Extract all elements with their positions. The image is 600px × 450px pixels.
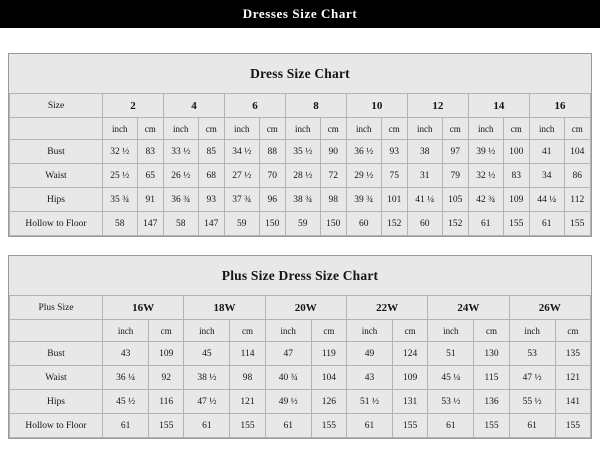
size-column-header: 22W [346, 296, 427, 320]
standard-chart-title: Dress Size Chart [250, 66, 350, 81]
unit-header-cell: inch [265, 320, 311, 342]
measurement-label: Hips [10, 390, 103, 414]
measurement-value: 29 ½ [346, 164, 381, 188]
unit-header-cell: cm [442, 118, 468, 140]
measurement-label: Hollow to Floor [10, 212, 103, 236]
table-row [10, 342, 591, 366]
measurement-value: 32 ½ [468, 164, 503, 188]
measurement-value: 47 ½ [509, 366, 555, 390]
measurement-value: 155 [149, 414, 184, 438]
unit-header-cell: cm [393, 320, 428, 342]
measurement-value: 36 ¾ [163, 188, 198, 212]
unit-header-cell: cm [149, 320, 184, 342]
measurement-value: 25 ½ [103, 164, 138, 188]
measurement-label: Waist [10, 366, 103, 390]
measurement-value: 70 [259, 164, 285, 188]
measurement-value: 26 ½ [163, 164, 198, 188]
measurement-value: 55 ½ [509, 390, 555, 414]
measurement-value: 31 [407, 164, 442, 188]
measurement-value: 53 ½ [428, 390, 474, 414]
measurement-value: 51 ½ [346, 390, 392, 414]
measurement-label: Bust [10, 140, 103, 164]
measurement-value: 33 ½ [163, 140, 198, 164]
measurement-value: 49 ½ [265, 390, 311, 414]
size-label-cell: Plus Size [10, 296, 103, 320]
measurement-value: 109 [503, 188, 529, 212]
measurement-value: 58 [103, 212, 138, 236]
unit-header-cell: inch [224, 118, 259, 140]
size-column-header: 10 [346, 94, 407, 118]
measurement-value: 44 ¼ [529, 188, 564, 212]
measurement-value: 36 ½ [346, 140, 381, 164]
unit-header-cell: cm [320, 118, 346, 140]
measurement-value: 98 [230, 366, 265, 390]
measurement-value: 27 ½ [224, 164, 259, 188]
table-row [10, 188, 591, 212]
page-header [0, 0, 600, 28]
size-column-header: 24W [428, 296, 509, 320]
measurement-value: 39 ½ [468, 140, 503, 164]
size-header-row [10, 296, 591, 320]
measurement-value: 75 [381, 164, 407, 188]
measurement-value: 104 [564, 140, 591, 164]
measurement-value: 121 [230, 390, 265, 414]
unit-header-cell: inch [529, 118, 564, 140]
measurement-value: 61 [509, 414, 555, 438]
size-column-header: 14 [468, 94, 529, 118]
measurement-value: 40 ¾ [265, 366, 311, 390]
measurement-value: 47 [265, 342, 311, 366]
measurement-value: 60 [346, 212, 381, 236]
unit-header-cell: inch [184, 320, 230, 342]
standard-size-table [9, 93, 591, 236]
measurement-value: 88 [259, 140, 285, 164]
measurement-value: 104 [311, 366, 346, 390]
measurement-value: 61 [346, 414, 392, 438]
unit-header-cell: inch [468, 118, 503, 140]
size-column-header: 12 [407, 94, 468, 118]
unit-header-cell: inch [428, 320, 474, 342]
table-row [10, 414, 591, 438]
size-column-header: 16 [529, 94, 590, 118]
units-row [10, 320, 591, 342]
measurement-value: 35 ½ [285, 140, 320, 164]
measurement-value: 32 ½ [103, 140, 138, 164]
measurement-value: 35 ¾ [103, 188, 138, 212]
measurement-value: 43 [346, 366, 392, 390]
measurement-value: 119 [311, 342, 346, 366]
unit-header-cell: inch [509, 320, 555, 342]
measurement-value: 126 [311, 390, 346, 414]
unit-header-cell: inch [285, 118, 320, 140]
measurement-value: 105 [442, 188, 468, 212]
unit-header-cell: cm [381, 118, 407, 140]
measurement-value: 83 [137, 140, 163, 164]
measurement-value: 41 ¼ [407, 188, 442, 212]
table-row [10, 366, 591, 390]
measurement-value: 38 ½ [184, 366, 230, 390]
measurement-value: 34 ½ [224, 140, 259, 164]
unit-header-cell: inch [103, 118, 138, 140]
measurement-value: 152 [381, 212, 407, 236]
measurement-value: 91 [137, 188, 163, 212]
measurement-label: Hollow to Floor [10, 414, 103, 438]
unit-header-cell: cm [137, 118, 163, 140]
units-row-spacer [10, 320, 103, 342]
measurement-value: 115 [474, 366, 509, 390]
size-column-header: 2 [103, 94, 164, 118]
unit-header-cell: cm [474, 320, 509, 342]
measurement-value: 85 [198, 140, 224, 164]
measurement-value: 147 [137, 212, 163, 236]
size-label-cell: Size [10, 94, 103, 118]
measurement-value: 59 [224, 212, 259, 236]
measurement-value: 135 [555, 342, 590, 366]
measurement-value: 86 [564, 164, 591, 188]
size-column-header: 26W [509, 296, 590, 320]
measurement-value: 97 [442, 140, 468, 164]
unit-header-cell: cm [503, 118, 529, 140]
measurement-value: 61 [184, 414, 230, 438]
measurement-value: 155 [474, 414, 509, 438]
measurement-value: 150 [320, 212, 346, 236]
plus-size-chart-block [8, 255, 592, 439]
measurement-value: 68 [198, 164, 224, 188]
measurement-value: 41 [529, 140, 564, 164]
measurement-label: Hips [10, 188, 103, 212]
measurement-value: 93 [381, 140, 407, 164]
measurement-value: 59 [285, 212, 320, 236]
measurement-value: 155 [503, 212, 529, 236]
measurement-value: 136 [474, 390, 509, 414]
page-title: Dresses Size Chart [242, 6, 358, 21]
table-row [10, 212, 591, 236]
measurement-value: 121 [555, 366, 590, 390]
measurement-value: 130 [474, 342, 509, 366]
unit-header-cell: inch [103, 320, 149, 342]
measurement-value: 36 ¼ [103, 366, 149, 390]
measurement-value: 61 [103, 414, 149, 438]
table-row [10, 164, 591, 188]
measurement-value: 109 [393, 366, 428, 390]
measurement-value: 92 [149, 366, 184, 390]
measurement-value: 152 [442, 212, 468, 236]
unit-header-cell: cm [198, 118, 224, 140]
measurement-value: 79 [442, 164, 468, 188]
measurement-value: 155 [555, 414, 590, 438]
unit-header-cell: cm [230, 320, 265, 342]
units-row [10, 118, 591, 140]
measurement-value: 141 [555, 390, 590, 414]
measurement-value: 58 [163, 212, 198, 236]
measurement-value: 131 [393, 390, 428, 414]
unit-header-cell: inch [346, 320, 392, 342]
measurement-value: 98 [320, 188, 346, 212]
units-row-spacer [10, 118, 103, 140]
measurement-value: 124 [393, 342, 428, 366]
measurement-value: 93 [198, 188, 224, 212]
measurement-value: 38 [407, 140, 442, 164]
measurement-value: 116 [149, 390, 184, 414]
table-row [10, 140, 591, 164]
plus-size-table [9, 295, 591, 438]
measurement-value: 34 [529, 164, 564, 188]
measurement-value: 114 [230, 342, 265, 366]
measurement-value: 155 [393, 414, 428, 438]
measurement-value: 61 [529, 212, 564, 236]
measurement-value: 147 [198, 212, 224, 236]
measurement-value: 37 ¾ [224, 188, 259, 212]
measurement-value: 90 [320, 140, 346, 164]
size-column-header: 20W [265, 296, 346, 320]
unit-header-cell: cm [555, 320, 590, 342]
measurement-value: 51 [428, 342, 474, 366]
unit-header-cell: inch [346, 118, 381, 140]
measurement-value: 53 [509, 342, 555, 366]
measurement-value: 72 [320, 164, 346, 188]
size-column-header: 6 [224, 94, 285, 118]
measurement-value: 39 ¾ [346, 188, 381, 212]
measurement-value: 38 ¾ [285, 188, 320, 212]
measurement-value: 100 [503, 140, 529, 164]
size-column-header: 4 [163, 94, 224, 118]
measurement-value: 45 ¼ [428, 366, 474, 390]
measurement-value: 155 [230, 414, 265, 438]
measurement-value: 101 [381, 188, 407, 212]
standard-size-chart-block [8, 53, 592, 237]
measurement-value: 47 ½ [184, 390, 230, 414]
measurement-value: 28 ½ [285, 164, 320, 188]
measurement-value: 60 [407, 212, 442, 236]
measurement-value: 83 [503, 164, 529, 188]
measurement-label: Bust [10, 342, 103, 366]
unit-header-cell: inch [407, 118, 442, 140]
unit-header-cell: cm [311, 320, 346, 342]
measurement-value: 42 ¾ [468, 188, 503, 212]
measurement-value: 45 ½ [103, 390, 149, 414]
measurement-value: 155 [564, 212, 591, 236]
measurement-value: 109 [149, 342, 184, 366]
size-column-header: 18W [184, 296, 265, 320]
measurement-value: 49 [346, 342, 392, 366]
measurement-value: 61 [468, 212, 503, 236]
size-column-header: 8 [285, 94, 346, 118]
measurement-value: 155 [311, 414, 346, 438]
measurement-value: 43 [103, 342, 149, 366]
measurement-value: 45 [184, 342, 230, 366]
unit-header-cell: cm [564, 118, 591, 140]
measurement-value: 61 [265, 414, 311, 438]
measurement-value: 112 [564, 188, 591, 212]
measurement-value: 150 [259, 212, 285, 236]
table-row [10, 390, 591, 414]
unit-header-cell: inch [163, 118, 198, 140]
measurement-value: 96 [259, 188, 285, 212]
measurement-value: 61 [428, 414, 474, 438]
size-column-header: 16W [103, 296, 184, 320]
plus-chart-title: Plus Size Dress Size Chart [221, 268, 379, 283]
measurement-label: Waist [10, 164, 103, 188]
size-header-row [10, 94, 591, 118]
measurement-value: 65 [137, 164, 163, 188]
unit-header-cell: cm [259, 118, 285, 140]
